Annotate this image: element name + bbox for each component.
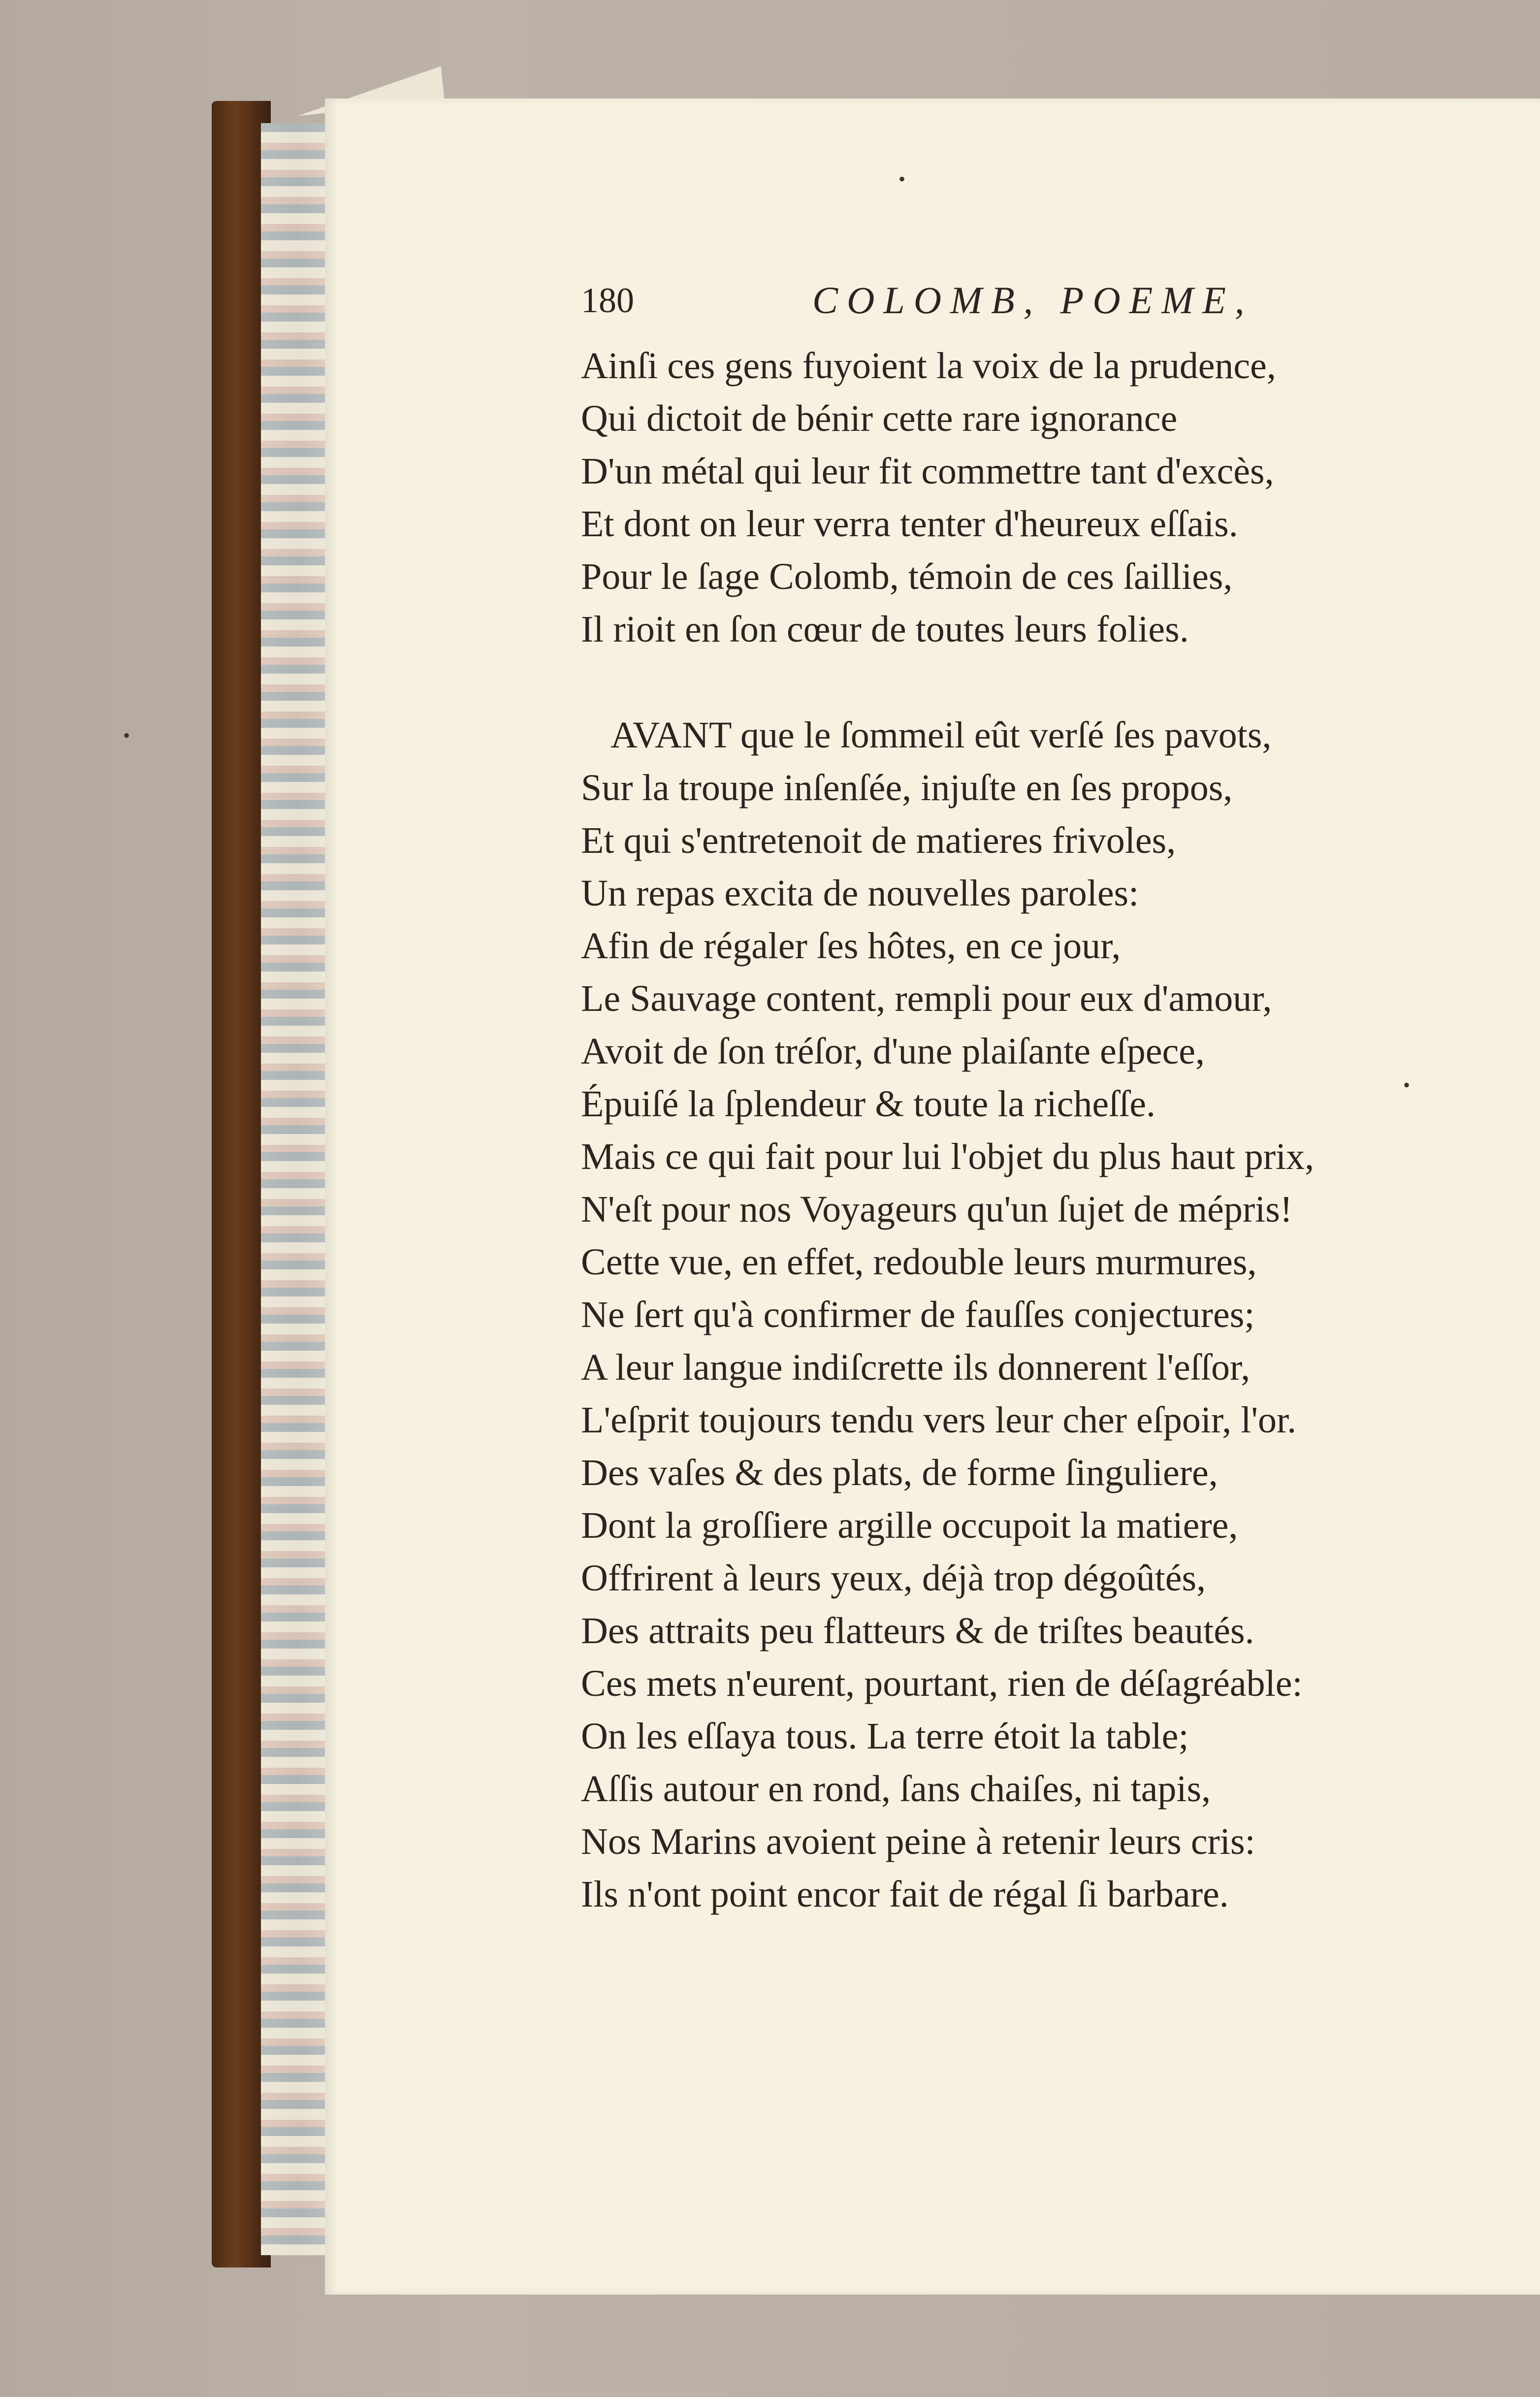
verse-line: On les eſſaya tous. La terre étoit la table;: [581, 1716, 1189, 1757]
verse-line: Qui dictoit de bénir cette rare ignorance: [581, 398, 1178, 439]
verse-line: Offrirent à leurs yeux, déjà trop dégoûtés,: [581, 1557, 1206, 1599]
verse-line: L'eſprit toujours tendu vers leur cher eſpoir, l'or.: [581, 1399, 1297, 1441]
verse-line: Ainſi ces gens fuyoient la voix de la prudence,: [581, 345, 1276, 387]
verse-line: Nos Marins avoient peine à retenir leurs cris:: [581, 1821, 1255, 1862]
stanza-2: [581, 709, 1516, 1921]
verse-line: Avoit de ſon tréſor, d'une plaiſante eſpece,: [581, 1031, 1205, 1072]
running-head: [581, 273, 1467, 327]
verse-line: Des attraits peu flatteurs & de triſtes beautés.: [581, 1610, 1254, 1652]
verse-line: Un repas excita de nouvelles paroles:: [581, 873, 1139, 914]
verse-line: Et dont on leur verra tenter d'heureux eſſais.: [581, 503, 1238, 545]
verse-line: Épuiſé la ſplendeur & toute la richeſſe.: [581, 1083, 1156, 1125]
verse-line: Ces mets n'eurent, pourtant, rien de déſagréable:: [581, 1663, 1303, 1704]
ink-speck: •: [898, 168, 906, 190]
verse-line: Le Sauvage content, rempli pour eux d'amour,: [581, 978, 1272, 1019]
verse-line: A leur langue indiſcrette ils donnerent l'eſſor,: [581, 1347, 1251, 1388]
verse-line: Et qui s'entretenoit de matieres frivoles,: [581, 820, 1176, 861]
verse-line: N'eſt pour nos Voyageurs qu'un ſujet de mépris!: [581, 1189, 1293, 1230]
verse-line: Il rioit en ſon cœur de toutes leurs folies.: [581, 609, 1189, 650]
verse-line: Sur la troupe inſenſée, injuſte en ſes propos,: [581, 767, 1233, 809]
stanza-1: [581, 340, 1516, 656]
page-title: COLOMB, POEME,: [812, 279, 1253, 322]
verse-line: Mais ce qui fait pour lui l'objet du plus haut prix,: [581, 1136, 1315, 1177]
verse-line: AVANT que le ſommeil eût verſé ſes pavots,: [610, 714, 1272, 756]
verse-line: Cette vue, en effet, redouble leurs murmures,: [581, 1241, 1257, 1283]
page-number: 180: [581, 281, 634, 320]
verse-line: Aſſis autour en rond, ſans chaiſes, ni tapis,: [581, 1768, 1211, 1810]
ink-speck: •: [123, 724, 130, 746]
verse-line: D'un métal qui leur fit commettre tant d'excès,: [581, 451, 1274, 492]
marbled-page-edges: [261, 123, 335, 2255]
verse-line: Pour le ſage Colomb, témoin de ces ſaillies,: [581, 556, 1233, 597]
verse-line: Afin de régaler ſes hôtes, en ce jour,: [581, 925, 1121, 967]
verse-line: Dont la groſſiere argille occupoit la matiere,: [581, 1505, 1238, 1546]
verse-line: Ne ſert qu'à confirmer de fauſſes conjectures;: [581, 1294, 1255, 1335]
ink-speck: •: [1403, 1074, 1411, 1096]
verse-line: Ils n'ont point encor fait de régal ſi barbare.: [581, 1874, 1229, 1915]
verse-line: Des vaſes & des plats, de forme ſinguliere,: [581, 1452, 1218, 1493]
